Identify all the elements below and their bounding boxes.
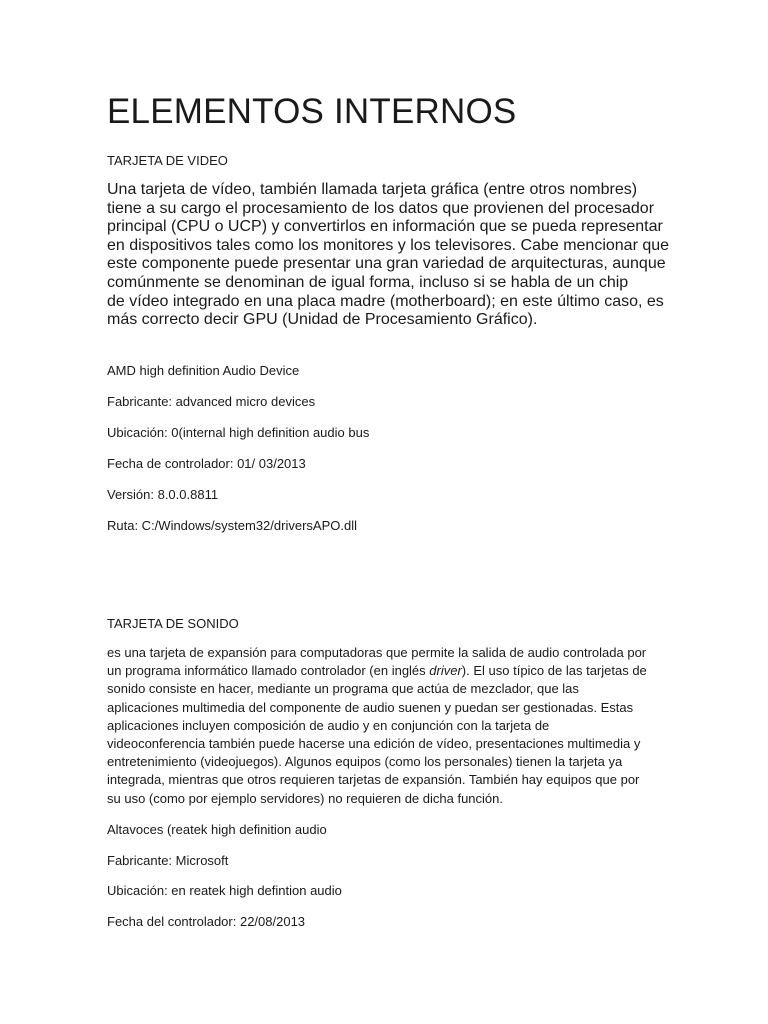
video-card-heading: TARJETA DE VIDEO bbox=[107, 153, 228, 168]
paragraph-line bbox=[107, 662, 667, 680]
paragraph-line: comúnmente se denominan de igual forma, incluso si se habla de un chip bbox=[107, 273, 629, 291]
video-version: Versión: 8.0.0.8811 bbox=[107, 487, 219, 502]
video-card-paragraph bbox=[107, 181, 670, 330]
driver-term: driver bbox=[429, 663, 462, 679]
paragraph-line: en dispositivos tales como los monitores y los televisores. Cabe mencionar que bbox=[107, 236, 670, 254]
paragraph-line: este componente puede presentar una gran variedad de arquitecturas, aunque bbox=[107, 255, 666, 273]
video-location: Ubicación: 0(internal high definition audio bus bbox=[107, 425, 370, 440]
paragraph-line-part: un programa informático llamado controlador (en inglés bbox=[107, 663, 430, 679]
sound-device-name: Altavoces (reatek high definition audio bbox=[107, 822, 327, 837]
sound-location: Ubicación: en reatek high defintion audio bbox=[107, 883, 342, 898]
sound-driver-date: Fecha del controlador: 22/08/2013 bbox=[107, 914, 306, 929]
paragraph-line: videoconferencia también puede hacerse una edición de vídeo, presentaciones multimedia y bbox=[107, 736, 641, 752]
paragraph-line-part: ). El uso típico de las tarjetas de bbox=[461, 663, 647, 679]
paragraph-line: entretenimiento (videojuegos). Algunos equipos (como los personales) tienen la tarjeta ya bbox=[107, 754, 623, 770]
sound-card-heading: TARJETA DE SONIDO bbox=[107, 616, 239, 631]
sound-manufacturer: Fabricante: Microsoft bbox=[107, 853, 229, 868]
video-driver-date: Fecha de controlador: 01/ 03/2013 bbox=[107, 456, 306, 471]
paragraph-line: principal (CPU o UCP) y convertirlos en información que se pueda representar bbox=[107, 218, 663, 236]
paragraph-line: aplicaciones multimedia del componente de audio suenen y puedan ser gestionadas. Estas bbox=[107, 699, 634, 715]
paragraph-line: de vídeo integrado en una placa madre (motherboard); en este último caso, es bbox=[107, 292, 664, 310]
paragraph-line: su uso (como por ejemplo servidores) no requieren de dicha función. bbox=[107, 790, 503, 806]
paragraph-line: tiene a su cargo el procesamiento de los datos que provienen del procesador bbox=[107, 199, 655, 217]
paragraph-line: más correcto decir GPU (Unidad de Procesamiento Gráfico). bbox=[107, 311, 538, 329]
paragraph-line: integrada, mientras que otros requieren tarjetas de expansión. También hay equipos que por bbox=[107, 772, 640, 788]
sound-card-paragraph bbox=[107, 644, 667, 808]
paragraph-line: Una tarjeta de vídeo, también llamada tarjeta gráfica (entre otros nombres) bbox=[107, 181, 638, 198]
paragraph-line: sonido consiste en hacer, mediante un programa que actúa de mezclador, que las bbox=[107, 681, 579, 697]
document-title: ELEMENTOS INTERNOS bbox=[107, 92, 517, 131]
video-device-name: AMD high definition Audio Device bbox=[107, 363, 300, 378]
video-driver-path: Ruta: C:/Windows/system32/driversAPO.dll bbox=[107, 518, 357, 533]
paragraph-line: es una tarjeta de expansión para computadoras que permite la salida de audio controlada por bbox=[107, 645, 647, 660]
video-manufacturer: Fabricante: advanced micro devices bbox=[107, 394, 316, 409]
paragraph-line: aplicaciones incluyen composición de audio y en conjunción con la tarjeta de bbox=[107, 717, 550, 733]
